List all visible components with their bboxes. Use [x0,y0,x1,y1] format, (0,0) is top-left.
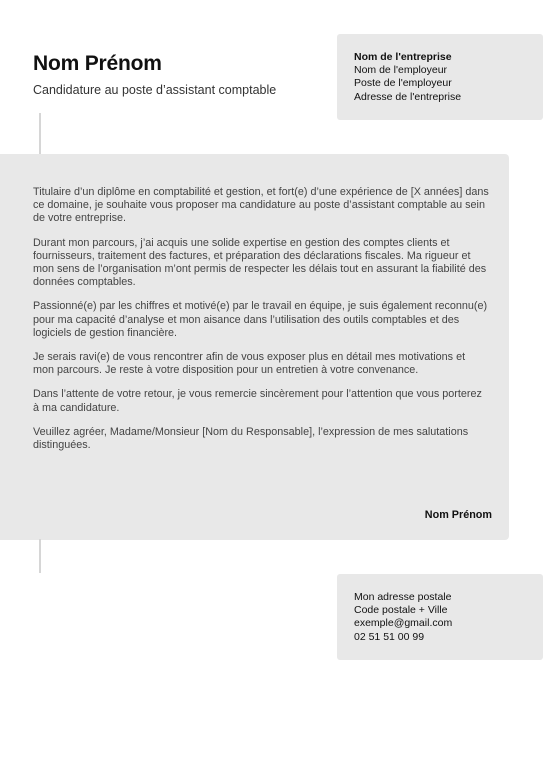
company-name: Nom de l'entreprise [354,51,452,63]
phone: 02 51 51 00 99 [354,630,425,643]
letter-paragraph-4: Je serais ravi(e) de vous rencontrer afin de vous exposer plus en détail mes motivations et mon parcours. Je reste à votre disposition pour un entretien à votre convenance. [33,351,466,377]
decorative-line-top [39,113,41,155]
postal-code-city: Code postale + Ville [354,604,448,617]
letter-paragraph-5: Dans l’attente de votre retour, je vous remercie sincèrement pour l’attention que vous porterez à ma candidature. [33,388,482,414]
signature: Nom Prénom [424,509,492,521]
company-address: Adresse de l'entreprise [354,90,462,103]
letter-body [0,154,509,540]
letter-paragraph-3: Passionné(e) par les chiffres et motivé(e) par le travail en équipe, je suis également reconnu(e) pour ma capacité d’analyse et mon aisance dans l’utilisation des outils comptables et des logiciels de gestion financière. [33,300,488,339]
letter-paragraph-6: Veuillez agréer, Madame/Monsieur [Nom du Responsable], l’expression de mes salutations distinguées. [33,425,469,452]
employer-name: Nom de l'employeur [354,64,448,77]
letter-subtitle: Candidature au poste d’assistant comptable [33,83,277,97]
employer-info-box [337,34,543,120]
employer-position: Poste de l'employeur [354,77,452,90]
decorative-line-bottom [39,539,41,573]
email: exemple@gmail.com [354,617,453,630]
sender-name: Nom Prénom [33,52,162,75]
letter-paragraph-2: Durant mon parcours, j’ai acquis une solide expertise en gestion des comptes clients et fournisseurs, traitement des factures, et préparation des déclarations fiscales. Ma rigueur et mon sens de l’organisation m’ont permis de respecter les délais tout en assurant la fiabilité des données comptables. [33,236,487,289]
postal-address: Mon adresse postale [354,591,452,603]
letter-paragraph-1: Titulaire d’un diplôme en comptabilité et gestion, et fort(e) d’une expérience de [X années] dans ce domaine, je souhaite vous proposer ma candidature au poste d’assistant comptable au sein de votre entreprise. [33,186,489,225]
contact-info-box [337,574,543,660]
